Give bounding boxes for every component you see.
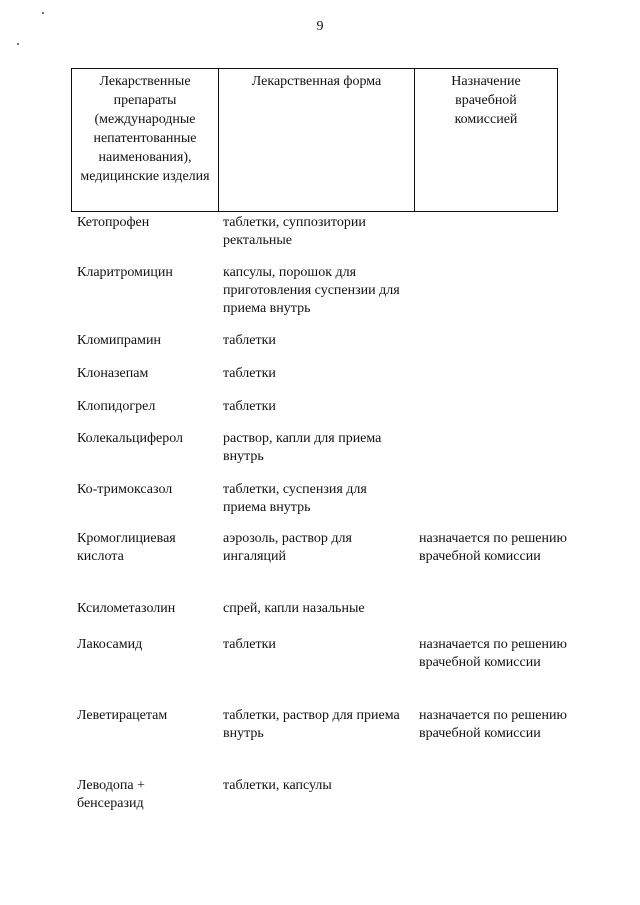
drug-name: Леветирацетам xyxy=(77,708,168,723)
drug-name: Кломипрамин xyxy=(77,333,161,348)
drug-name: Ксилометазолин xyxy=(77,601,176,616)
scan-speck xyxy=(42,12,44,14)
drug-name: Лакосамид xyxy=(77,637,143,652)
dosage-form: таблетки xyxy=(223,366,276,381)
drug-name: Леводопа + бенсеразид xyxy=(77,778,145,811)
scan-speck xyxy=(17,43,19,45)
drug-name: Кромоглициевая кислота xyxy=(77,531,176,564)
dosage-form: спрей, капли назальные xyxy=(223,601,365,616)
drug-name: Кетопрофен xyxy=(77,215,150,230)
dosage-form: капсулы, порошок для приготовления суспензии для приема внутрь xyxy=(223,265,400,316)
page-number: 9 xyxy=(316,19,324,34)
dosage-form: таблетки xyxy=(223,637,276,652)
dosage-form: таблетки, суппозитории ректальные xyxy=(223,215,366,248)
drug-name: Ко-тримоксазол xyxy=(77,482,173,497)
header-drugs: Лекарственные препараты (международные непатентованные наименования), медицинские изделия xyxy=(80,74,210,184)
drug-name: Колекальциферол xyxy=(77,431,184,446)
commission-note: назначается по решению врачебной комиссии xyxy=(419,531,567,564)
dosage-form: раствор, капли для приема внутрь xyxy=(223,431,382,464)
commission-note: назначается по решению врачебной комиссии xyxy=(419,708,567,741)
commission-note: назначается по решению врачебной комиссии xyxy=(419,637,567,670)
header-commission: Назначение врачебной комиссией xyxy=(414,69,557,211)
table-header xyxy=(71,68,558,212)
dosage-form: таблетки xyxy=(223,399,276,414)
drug-name: Клоназепам xyxy=(77,366,149,381)
dosage-form: таблетки, суспензия для приема внутрь xyxy=(223,482,367,515)
drug-name: Кларитромицин xyxy=(77,265,173,280)
header-dosage-form: Лекарственная форма xyxy=(218,69,414,211)
dosage-form: аэрозоль, раствор для ингаляций xyxy=(223,531,352,564)
dosage-form: таблетки, капсулы xyxy=(223,778,332,793)
dosage-form: таблетки xyxy=(223,333,276,348)
drug-name: Клопидогрел xyxy=(77,399,156,414)
dosage-form: таблетки, раствор для приема внутрь xyxy=(223,708,400,741)
